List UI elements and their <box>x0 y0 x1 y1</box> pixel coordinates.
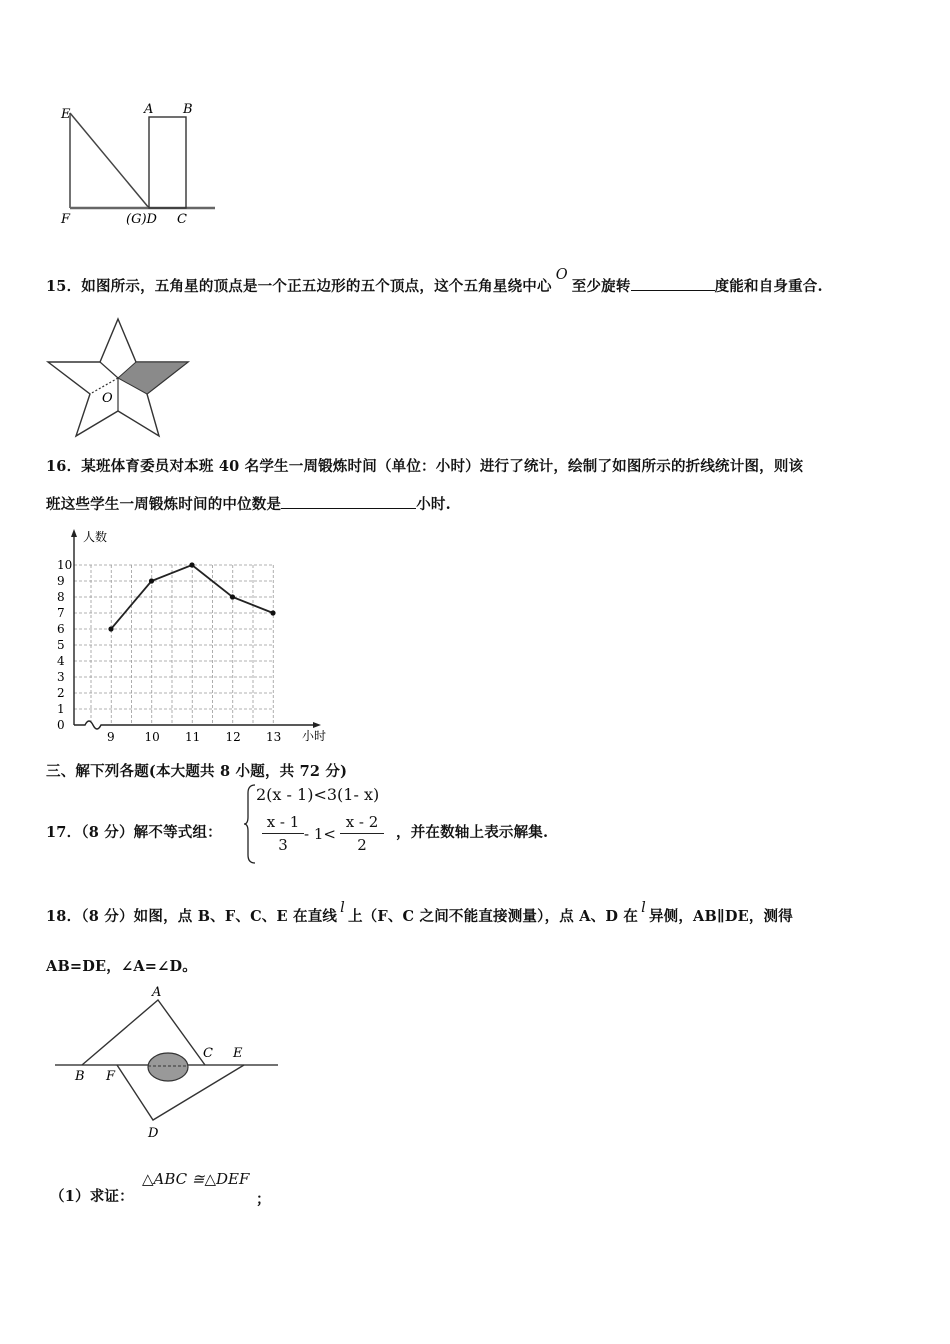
fig18-label-b: B <box>75 1069 85 1084</box>
chart-x-tick-label: 13 <box>266 730 282 744</box>
q18-part1 <box>50 1185 134 1206</box>
q15-text-mid: 至少旋转 <box>571 278 631 295</box>
chart-y-tick-label: 0 <box>57 718 65 732</box>
q17-suffix: ，并在数轴上表示解集. <box>396 824 549 841</box>
chart-x-tick-labels <box>107 730 281 744</box>
chart-point <box>230 594 235 599</box>
q17-inequality-1: 2(x - 1)<3(1- x) <box>256 785 380 804</box>
q17-frac2-num: x - 2 <box>345 813 379 831</box>
fig14-label-f: F <box>61 212 71 227</box>
q15-text-after: 度能和自身重合. <box>714 278 823 295</box>
q17-frac2-bar <box>340 833 384 834</box>
chart-x-tick-label: 10 <box>144 730 160 744</box>
chart-y-tick-label: 10 <box>57 558 73 572</box>
question-18-line1 <box>46 900 793 926</box>
q17-frac1 <box>262 813 304 854</box>
chart-y-tick-label: 9 <box>57 574 65 588</box>
chart-point <box>189 562 194 567</box>
q18-line1-c: 异侧，AB∥DE，测得 <box>648 908 793 925</box>
q17-mid: - 1< <box>304 825 336 843</box>
q17-inequality-2 <box>262 813 402 863</box>
chart-x-axis-arrow <box>313 722 321 728</box>
chart-y-label: 人数 <box>83 530 108 544</box>
q18-part1-suffix: ； <box>256 1191 271 1208</box>
fig14-label-gd: (G)D <box>126 212 157 227</box>
q17-frac1-bar <box>262 833 304 834</box>
fig18-label-a: A <box>152 985 162 1000</box>
figure-q14 <box>50 95 230 235</box>
q18-part1-math: △ABC ≅△DEF <box>142 1170 250 1188</box>
chart-y-tick-label: 3 <box>57 670 65 684</box>
question-18-line2: AB=DE，∠A=∠D。 <box>46 958 197 975</box>
chart-x-tick-label: 12 <box>225 730 241 744</box>
fig18-label-f: F <box>106 1069 116 1084</box>
fig14-label-c: C <box>177 212 187 227</box>
q18-line-symbol-1: l <box>340 900 345 916</box>
q15-answer-blank[interactable] <box>631 276 715 291</box>
fig14-label-e: E <box>61 107 71 122</box>
q18-line1-b: 上（F、C 之间不能直接测量），点 A、D 在 <box>347 908 639 925</box>
star-label-o: O <box>102 391 113 406</box>
chart-x-axis <box>74 721 315 729</box>
chart-x-label: 小时 <box>302 729 327 743</box>
fig18-label-c: C <box>203 1046 213 1061</box>
chart-y-tick-label: 1 <box>57 702 65 716</box>
fig18-label-e: E <box>233 1046 243 1061</box>
chart-x-tick-label: 11 <box>185 730 201 744</box>
chart-y-tick-label: 5 <box>57 638 65 652</box>
chart-grid <box>74 565 274 725</box>
figure-q18 <box>50 980 290 1145</box>
fig18-label-d: D <box>148 1126 159 1141</box>
question-16-line1: 16．某班体育委员对本班 40 名学生一周锻炼时间（单位：小时）进行了统计，绘制了如图所示的折线统计图，则该 <box>46 458 804 475</box>
q18-line1-a: 18．（8 分）如图，点 B、F、C、E 在直线 <box>46 908 338 925</box>
chart-point <box>108 626 113 631</box>
chart-y-tick-label: 7 <box>57 606 65 620</box>
q17-frac1-den: 3 <box>278 836 288 854</box>
section-3-heading: 三、解下列各题(本大题共 8 小题，共 72 分) <box>46 763 348 780</box>
chart-point <box>270 610 275 615</box>
chart-y-tick-labels <box>57 558 72 732</box>
q17-frac2-den: 2 <box>357 836 367 854</box>
chart-y-tick-label: 2 <box>57 686 65 700</box>
fig14-line-eg <box>70 113 149 208</box>
q16-line2-before: 班这些学生一周锻炼时间的中位数是 <box>46 496 282 513</box>
q17-frac1-num: x - 1 <box>266 813 300 831</box>
fig14-rect-abcd <box>149 117 186 208</box>
question-16-line2 <box>46 493 451 514</box>
q17-brace <box>243 783 257 865</box>
figure-q15-star <box>40 312 200 442</box>
chart-x-tick-label: 9 <box>107 730 115 744</box>
q16-answer-blank[interactable] <box>281 494 416 509</box>
q15-center-label: O <box>555 267 568 283</box>
q18-part1-prefix: （1）求证： <box>50 1188 134 1205</box>
chart-y-tick-label: 8 <box>57 590 65 604</box>
chart-point <box>149 578 154 583</box>
q17-frac2 <box>340 813 384 854</box>
q15-text-before: 15．如图所示，五角星的顶点是一个正五边形的五个顶点，这个五角星绕中心 <box>46 278 552 295</box>
q18-line-symbol-2: l <box>641 900 646 916</box>
fig18-obstacle <box>148 1053 188 1081</box>
q17-prefix: 17．（8 分）解不等式组： <box>46 824 222 841</box>
fig14-label-b: B <box>183 102 193 117</box>
line-chart <box>45 525 335 747</box>
chart-y-axis-arrow <box>71 529 77 537</box>
chart-y-tick-label: 6 <box>57 622 65 636</box>
question-15 <box>46 267 823 296</box>
fig14-label-a: A <box>144 102 154 117</box>
fig18-triangle-abc <box>82 1000 205 1065</box>
q16-line2-after: 小时. <box>416 496 451 513</box>
chart-y-tick-label: 4 <box>57 654 65 668</box>
